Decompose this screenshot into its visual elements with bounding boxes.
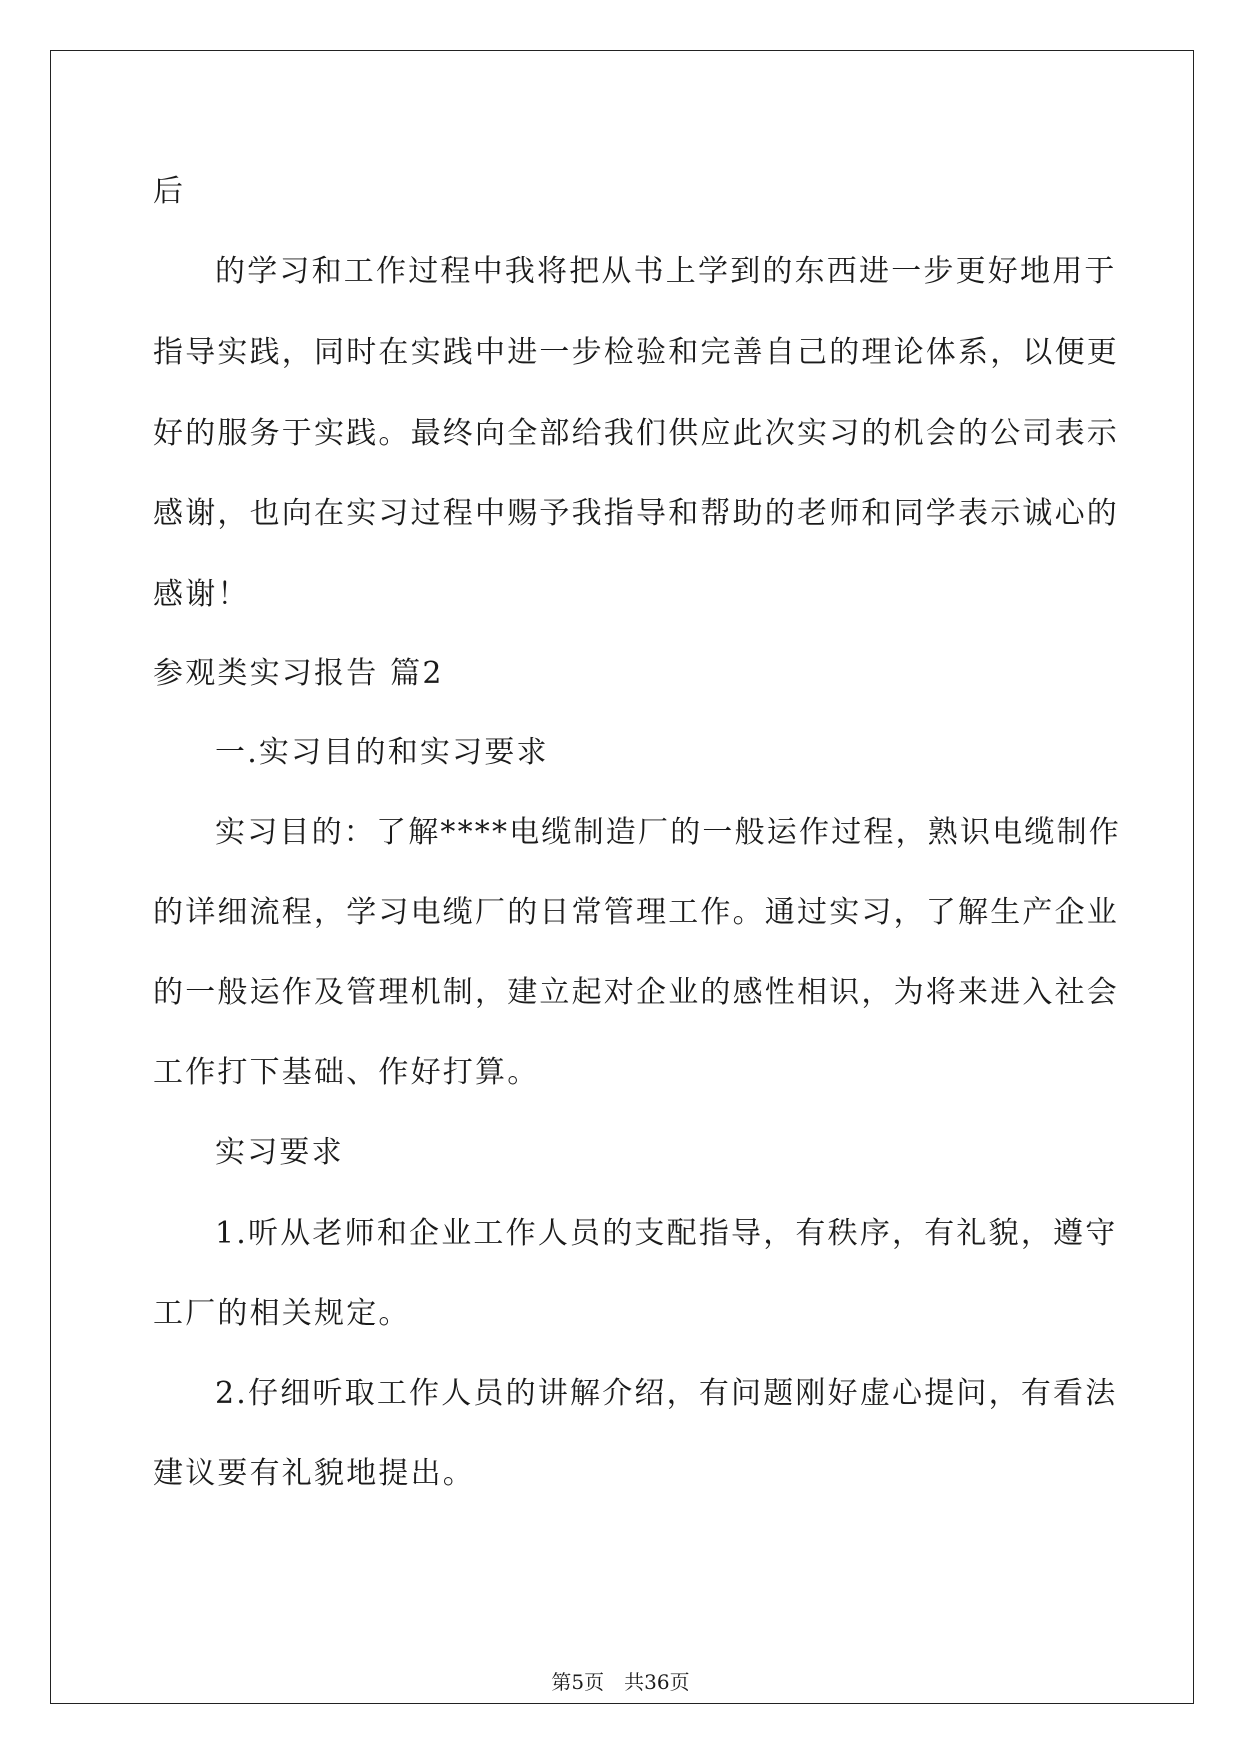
page-footer (0, 1666, 1241, 1695)
text-line: 的学习和工作过程中我将把从书上学到的东西进一步更好地用于 (215, 254, 1117, 289)
text-line: 好的服务于实践。最终向全部给我们供应此次实习的机会的公司表示 (153, 416, 1119, 451)
subsection-heading: 一.实习目的和实习要求 (215, 735, 549, 770)
text-line: 工厂的相关规定。 (153, 1296, 411, 1331)
page-number: 第5页 (551, 1670, 605, 1694)
subsection-heading: 实习要求 (215, 1135, 344, 1170)
text-line: 工作打下基础、作好打算。 (153, 1055, 540, 1090)
text-line: 感谢！ (153, 577, 250, 612)
text-line: 指导实践，同时在实践中进一步检验和完善自己的理论体系，以便更 (153, 335, 1119, 370)
text-line: 建议要有礼貌地提出。 (153, 1456, 475, 1491)
text-line: 的详细流程，学习电缆厂的日常管理工作。通过实习，了解生产企业 (153, 895, 1119, 930)
page-total: 共36页 (624, 1670, 690, 1694)
section-heading: 参观类实习报告 篇2 (153, 656, 444, 691)
text-line: 的一般运作及管理机制，建立起对企业的感性相识，为将来进入社会 (153, 975, 1119, 1010)
text-line: 实习目的：了解****电缆制造厂的一般运作过程，熟识电缆制作 (215, 815, 1121, 850)
text-line: 后 (153, 174, 186, 209)
list-item: 1.听从老师和企业工作人员的支配指导，有秩序，有礼貌，遵守 (215, 1216, 1118, 1251)
text-line: 感谢，也向在实习过程中赐予我指导和帮助的老师和同学表示诚心的 (153, 496, 1119, 531)
list-item: 2.仔细听取工作人员的讲解介绍，有问题刚好虚心提问，有看法 (215, 1376, 1118, 1411)
